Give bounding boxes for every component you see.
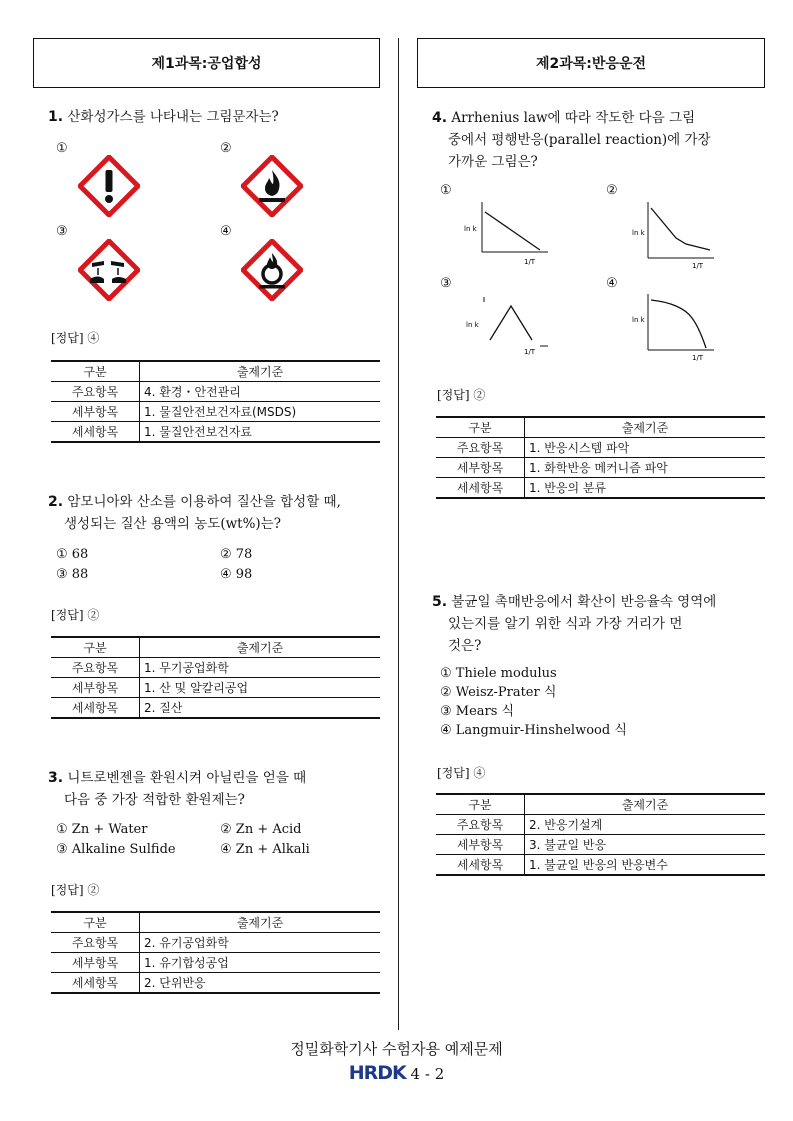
answer-5: [정답] ④	[437, 766, 486, 780]
table-row	[51, 953, 380, 973]
table-cell: 2. 유기공업화학	[140, 933, 381, 953]
table-cell: 세세항목	[51, 422, 140, 443]
table-header: 구분	[51, 637, 140, 658]
arrhenius-graph-2	[630, 198, 720, 270]
option-4: ④ Zn + Alkali	[220, 842, 310, 857]
table-cell: 세세항목	[51, 698, 140, 719]
table-row	[436, 855, 765, 876]
criteria-table-2	[51, 636, 380, 719]
table-cell: 세부항목	[51, 402, 140, 422]
table-cell: 주요항목	[51, 382, 140, 402]
graph-ylabel: ln k	[464, 225, 477, 233]
table-cell: 세세항목	[436, 478, 525, 499]
question-5	[432, 591, 767, 657]
table-row	[51, 698, 380, 719]
table-header: 출제기준	[140, 361, 381, 382]
option-1: ①	[56, 141, 68, 156]
criteria-table-4	[436, 416, 765, 499]
table-row	[436, 835, 765, 855]
table-cell: 1. 물질안전보건자료	[140, 422, 381, 443]
table-header: 출제기준	[140, 637, 381, 658]
table-cell: 1. 반응의 분류	[525, 478, 766, 499]
question-text: 암모니아와 산소를 이용하여 질산을 합성할 때,	[67, 494, 341, 510]
answer-1: [정답] ④	[51, 331, 100, 345]
arrhenius-graph-3	[464, 294, 554, 358]
option-2: ② Zn + Acid	[220, 822, 302, 837]
option-3: ③ Alkaline Sulfide	[56, 842, 176, 857]
option-2: ②	[606, 183, 618, 198]
answer-4: [정답] ②	[437, 388, 486, 402]
table-header: 출제기준	[525, 417, 766, 438]
option-3: ③ 88	[56, 567, 89, 582]
table-cell: 2. 반응기설계	[525, 815, 766, 835]
footer-page	[0, 1062, 793, 1084]
table-cell: 1. 산 및 알칼리공업	[140, 678, 381, 698]
table-header: 구분	[436, 794, 525, 815]
table-header: 구분	[436, 417, 525, 438]
table-cell: 3. 불균일 반응	[525, 835, 766, 855]
question-text: 생성되는 질산 용액의 농도(wt%)는?	[64, 516, 281, 532]
table-cell: 1. 화학반응 메커니즘 파악	[525, 458, 766, 478]
table-cell: 주요항목	[436, 815, 525, 835]
table-row	[436, 815, 765, 835]
criteria-table-5	[436, 793, 765, 876]
option-1: ① Zn + Water	[56, 822, 148, 837]
table-cell: 세부항목	[436, 835, 525, 855]
question-number: 2.	[48, 494, 64, 510]
question-4	[432, 107, 767, 173]
table-row	[51, 973, 380, 994]
question-1	[48, 106, 378, 128]
graph-xlabel: 1/T	[524, 258, 536, 266]
question-3	[48, 767, 383, 811]
question-number: 5.	[432, 594, 448, 610]
arrhenius-graph-1	[462, 196, 552, 268]
table-cell: 세부항목	[51, 953, 140, 973]
question-number: 4.	[432, 110, 448, 126]
option-1: ① 68	[56, 547, 89, 562]
corrosion-pictogram-icon	[78, 239, 140, 301]
table-cell: 주요항목	[436, 438, 525, 458]
graph-xlabel: 1/T	[692, 354, 704, 362]
table-header: 구분	[51, 912, 140, 933]
table-header: 구분	[51, 361, 140, 382]
table-cell: 1. 무기공업화학	[140, 658, 381, 678]
option-3: ③	[440, 276, 452, 291]
table-cell: 4. 환경・안전관리	[140, 382, 381, 402]
table-row	[51, 402, 380, 422]
table-row	[51, 933, 380, 953]
table-row	[51, 382, 380, 402]
question-text: 있는지를 알기 위한 식과 가장 거리가 먼	[448, 616, 683, 632]
flame-over-circle-pictogram-icon	[241, 239, 303, 301]
table-cell: 세부항목	[436, 458, 525, 478]
page-number: 4 - 2	[410, 1065, 445, 1083]
table-row	[436, 458, 765, 478]
answer-3: [정답] ②	[51, 883, 100, 897]
question-number: 1.	[48, 109, 64, 125]
option-2: ②	[220, 141, 232, 156]
column-divider	[398, 38, 399, 1030]
option-3: ③	[56, 224, 68, 239]
footer-title: 정밀화학기사 수험자용 예제문제	[290, 1040, 503, 1058]
table-row	[436, 478, 765, 499]
option-2: ② Weisz-Prater 식	[440, 685, 557, 700]
answer-2: [정답] ②	[51, 608, 100, 622]
table-cell: 2. 단위반응	[140, 973, 381, 994]
table-cell: 1. 불균일 반응의 반응변수	[525, 855, 766, 876]
question-text: 다음 중 가장 적합한 환원제는?	[64, 792, 245, 808]
option-2: ② 78	[220, 547, 253, 562]
exclamation-mark-pictogram-icon	[78, 155, 140, 217]
question-text: 니트로벤젠을 환원시켜 아닐린을 얻을 때	[67, 770, 307, 786]
graph-ylabel: ln k	[632, 316, 645, 324]
hrdk-logo: HRDK	[348, 1062, 406, 1084]
graph-xlabel: 1/T	[692, 262, 704, 270]
question-number: 3.	[48, 770, 64, 786]
table-cell: 주요항목	[51, 933, 140, 953]
option-4: ④ 98	[220, 567, 253, 582]
question-text: 것은?	[448, 638, 482, 654]
table-header: 출제기준	[140, 912, 381, 933]
arrhenius-graph-4	[630, 290, 720, 362]
table-cell: 세세항목	[51, 973, 140, 994]
table-row	[51, 422, 380, 443]
table-header: 출제기준	[525, 794, 766, 815]
option-4: ④	[220, 224, 232, 239]
option-1: ①	[440, 183, 452, 198]
table-row	[51, 678, 380, 698]
question-text: 불균일 촉매반응에서 확산이 반응율속 영역에	[451, 594, 717, 610]
table-row	[436, 438, 765, 458]
graph-ylabel: ln k	[632, 229, 645, 237]
criteria-table-1	[51, 360, 380, 443]
graph-xlabel: 1/T	[524, 348, 536, 356]
subject-title-2: 제2과목:반응운전	[417, 38, 765, 88]
question-text: 산화성가스를 나타내는 그림문자는?	[67, 109, 279, 125]
question-text: 중에서 평행반응(parallel reaction)에 가장	[448, 132, 711, 148]
option-4: ④ Langmuir-Hinshelwood 식	[440, 723, 627, 738]
table-cell: 2. 질산	[140, 698, 381, 719]
option-1: ① Thiele modulus	[440, 666, 557, 681]
table-row	[51, 658, 380, 678]
question-2	[48, 491, 383, 535]
table-cell: 1. 유기합성공업	[140, 953, 381, 973]
table-cell: 세부항목	[51, 678, 140, 698]
graph-ylabel: ln k	[466, 321, 479, 329]
table-cell: 세세항목	[436, 855, 525, 876]
table-cell: 1. 물질안전보건자료(MSDS)	[140, 402, 381, 422]
flame-pictogram-icon	[241, 155, 303, 217]
option-4: ④	[606, 276, 618, 291]
option-3: ③ Mears 식	[440, 704, 515, 719]
criteria-table-3	[51, 911, 380, 994]
table-cell: 1. 반응시스템 파악	[525, 438, 766, 458]
question-text: 가까운 그림은?	[448, 154, 538, 170]
subject-title-1: 제1과목:공업합성	[33, 38, 380, 88]
table-cell: 주요항목	[51, 658, 140, 678]
question-text: Arrhenius law에 따라 작도한 다음 그림	[451, 110, 696, 126]
